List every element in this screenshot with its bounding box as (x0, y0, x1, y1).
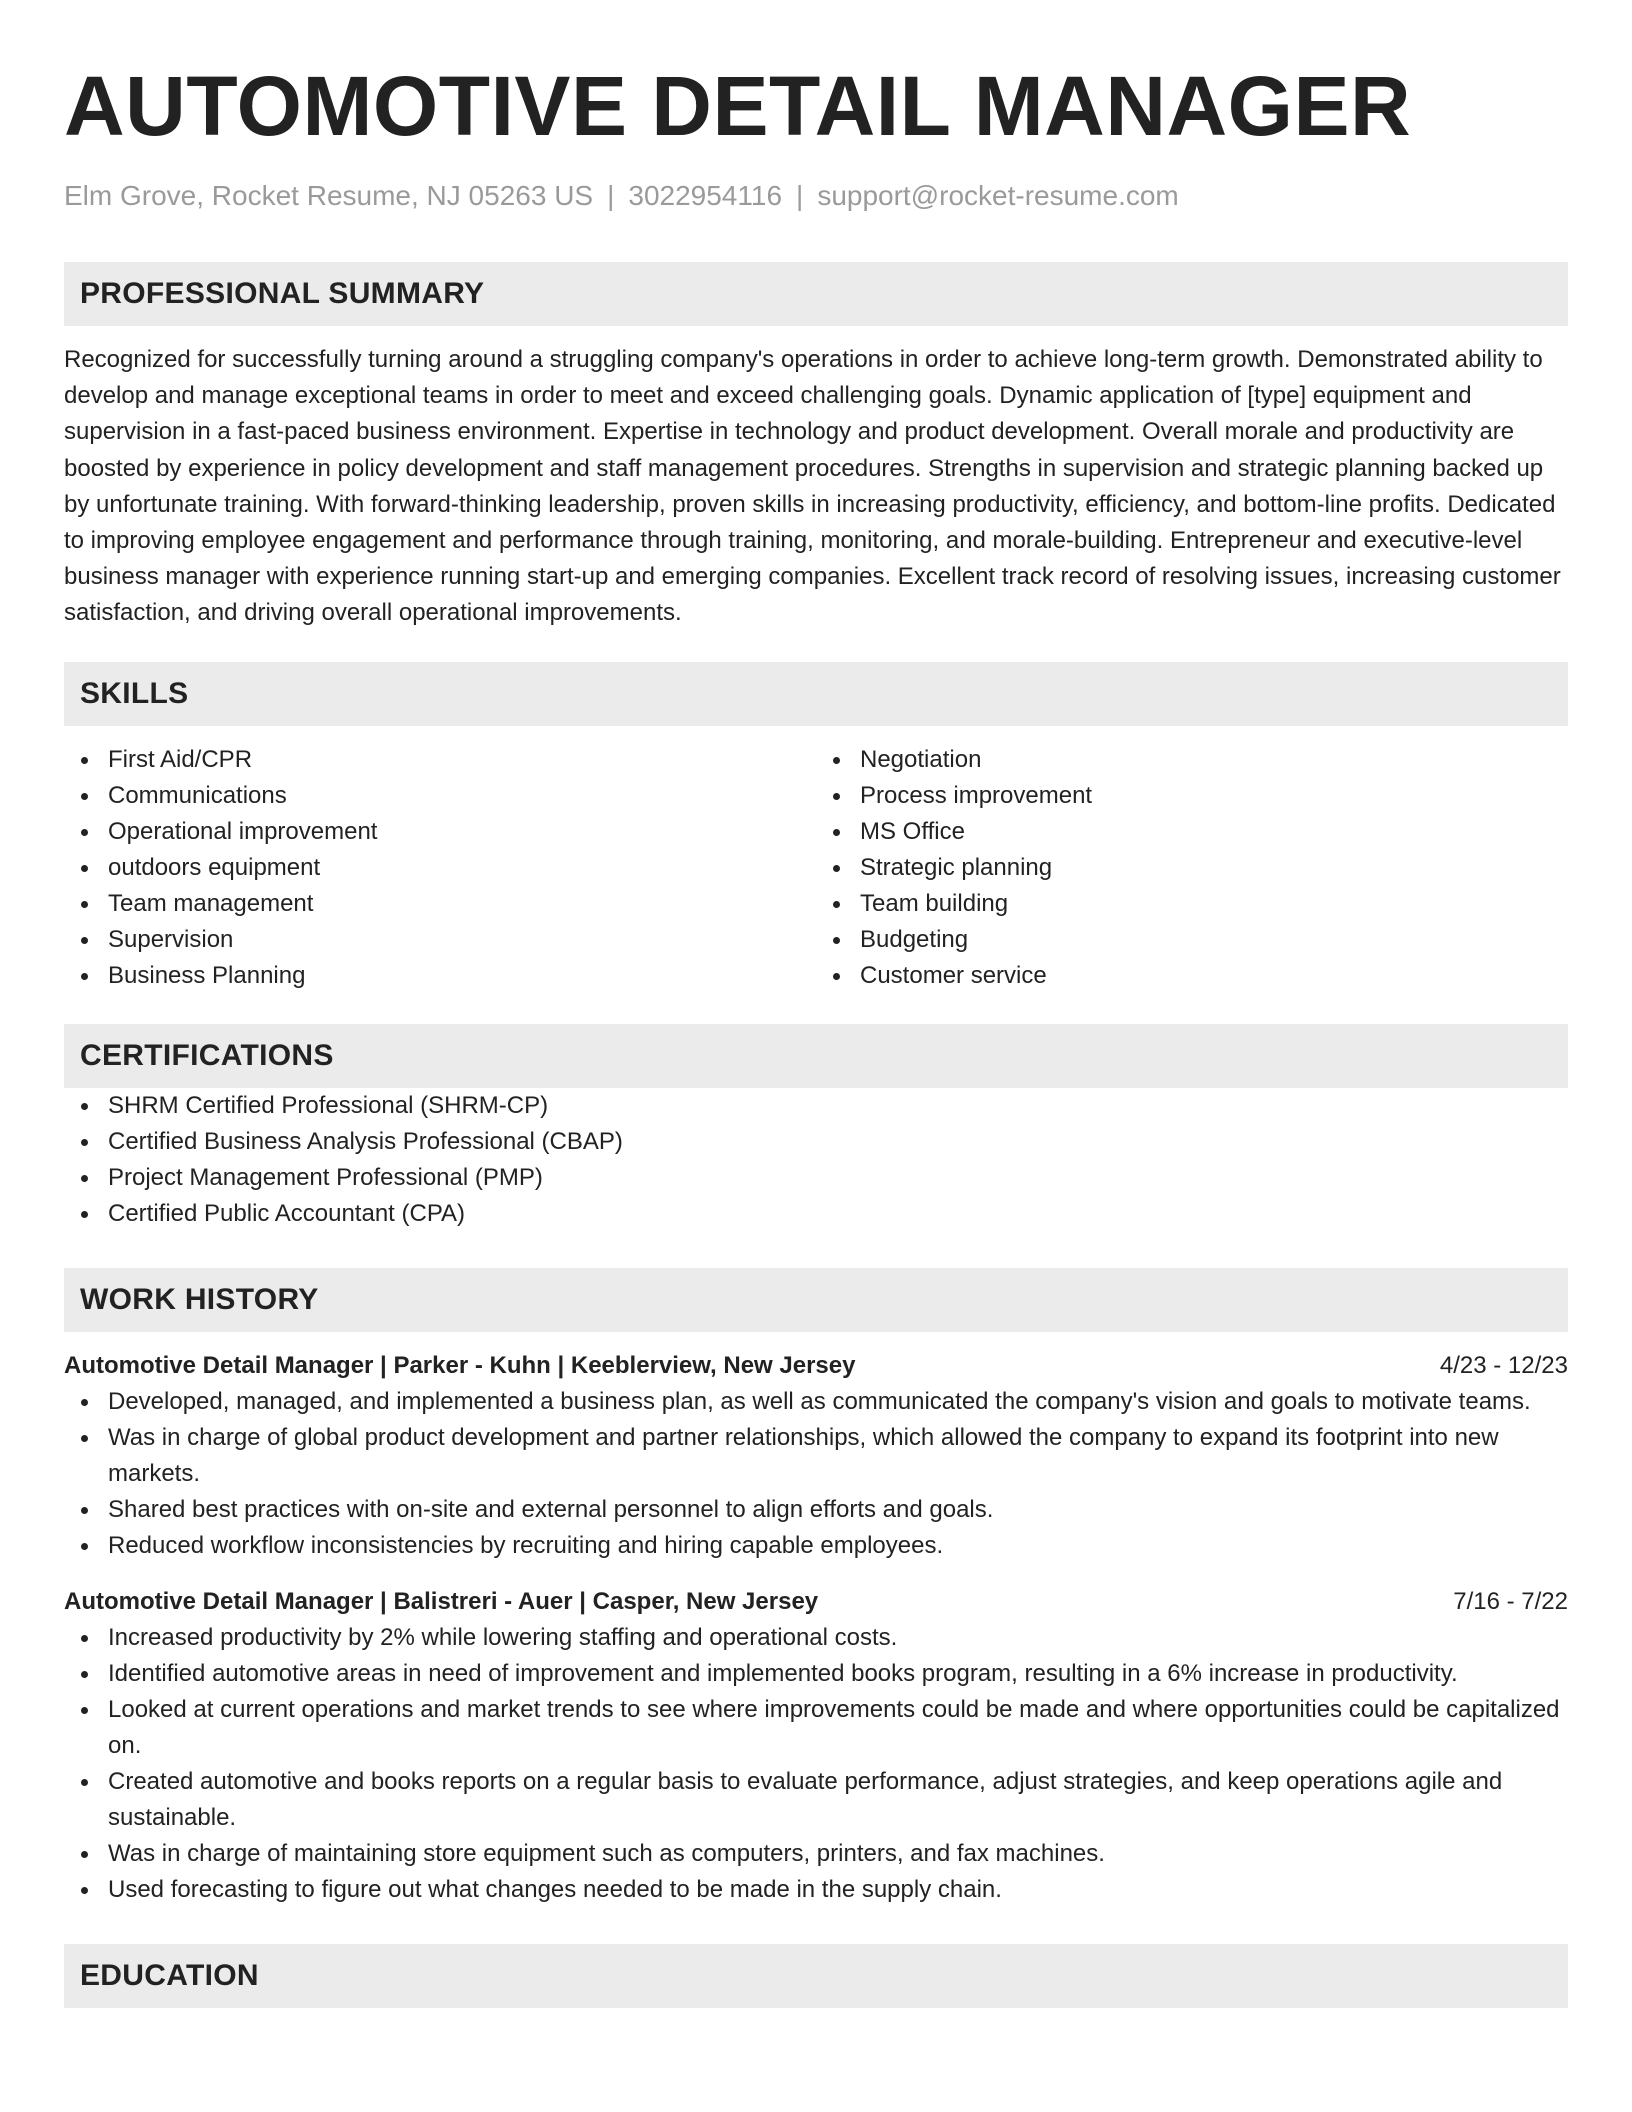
summary-text: Recognized for successfully turning around a struggling company's operations in order to achieve long-term growth. Demonstrated ability to develop and manage exceptional teams in order to meet and exceed challenging goals. Dynamic application of [type] equipment and supervision in a fast-paced business environment. Expertise in technology and product development. Overall morale and productivity are boosted by experience in policy development and staff management procedures. Strengths in supervision and strategic planning backed up by unfortunate training. With forward-thinking leadership, proven skills in increasing productivity, efficiency, and bottom-line profits. Dedicated to improving employee engagement and performance through training, monitoring, and morale-building. Entrepreneur and executive-level business manager with experience running start-up and emerging companies. Excellent track record of resolving issues, increasing customer satisfaction, and driving overall operational improvements. (64, 346, 1561, 627)
skill-item: Business Planning (108, 958, 816, 994)
job-bullet: Developed, managed, and implemented a business plan, as well as communicated the company's vision and goals to motivate teams. (108, 1384, 1568, 1420)
job-bullet: Used forecasting to figure out what changes needed to be made in the supply chain. (108, 1872, 1568, 1908)
contact-email: support@rocket-resume.com (817, 180, 1179, 211)
skill-item: Process improvement (860, 778, 1568, 814)
skill-item: Customer service (860, 958, 1568, 994)
skill-item: Negotiation (860, 742, 1568, 778)
job-bullet: Shared best practices with on-site and external personnel to align efforts and goals. (108, 1492, 1568, 1528)
skills-heading: SKILLS (64, 662, 1568, 726)
certification-item: Certified Business Analysis Professional (CBAP) (108, 1124, 1568, 1160)
job-entry (64, 1584, 1568, 1908)
job-dates: 4/23 - 12/23 (1439, 1351, 1568, 1379)
skill-item: Operational improvement (108, 814, 816, 850)
job-header (64, 1348, 1568, 1384)
skill-item: Team management (108, 886, 816, 922)
certification-item: Project Management Professional (PMP) (108, 1160, 1568, 1196)
job-dates: 7/16 - 7/22 (1453, 1587, 1568, 1615)
resume-name: AUTOMOTIVE DETAIL MANAGER (64, 59, 1412, 153)
skill-item: Communications (108, 778, 816, 814)
job-bullet: Identified automotive areas in need of improvement and implemented books program, resulting in a 6% increase in productivity. (108, 1656, 1568, 1692)
summary-heading: PROFESSIONAL SUMMARY (64, 262, 1568, 326)
contact-separator: | (607, 180, 615, 211)
skills-list (64, 742, 1568, 994)
job-title: Automotive Detail Manager | Balistreri - Auer | Casper, New Jersey (64, 1587, 819, 1615)
skill-item: Budgeting (860, 922, 1568, 958)
skill-item: Supervision (108, 922, 816, 958)
job-bullets (64, 1620, 1568, 1908)
job-bullets (64, 1384, 1568, 1564)
job-entry (64, 1348, 1568, 1564)
skills-column-left (64, 742, 816, 994)
contact-phone: 3022954116 (628, 180, 783, 211)
certification-item: Certified Public Accountant (CPA) (108, 1196, 1568, 1232)
skill-item: Team building (860, 886, 1568, 922)
skills-column-right (816, 742, 1568, 994)
skill-item: Strategic planning (860, 850, 1568, 886)
contact-separator: | (796, 180, 804, 211)
job-header (64, 1584, 1568, 1620)
job-title: Automotive Detail Manager | Parker - Kuhn | Keeblerview, New Jersey (64, 1351, 856, 1379)
contact-line (64, 176, 1568, 216)
job-bullet: Was in charge of maintaining store equipment such as computers, printers, and fax machines. (108, 1836, 1568, 1872)
certifications-list (64, 1088, 1568, 1232)
skill-item: First Aid/CPR (108, 742, 816, 778)
education-heading: EDUCATION (64, 1944, 1568, 2008)
contact-address: Elm Grove, Rocket Resume, NJ 05263 US (64, 180, 594, 211)
skill-item: MS Office (860, 814, 1568, 850)
job-bullet: Looked at current operations and market trends to see where improvements could be made and where opportunities could be capitalized on. (108, 1692, 1568, 1764)
job-bullet: Was in charge of global product development and partner relationships, which allowed the company to expand its footprint into new markets. (108, 1420, 1568, 1492)
certifications-heading: CERTIFICATIONS (64, 1024, 1568, 1088)
certification-item: SHRM Certified Professional (SHRM-CP) (108, 1088, 1568, 1124)
job-bullet: Reduced workflow inconsistencies by recruiting and hiring capable employees. (108, 1528, 1568, 1564)
work-history-heading: WORK HISTORY (64, 1268, 1568, 1332)
skill-item: outdoors equipment (108, 850, 816, 886)
job-bullet: Created automotive and books reports on a regular basis to evaluate performance, adjust strategies, and keep operations agile and sustainable. (108, 1764, 1568, 1836)
job-bullet: Increased productivity by 2% while lowering staffing and operational costs. (108, 1620, 1568, 1656)
